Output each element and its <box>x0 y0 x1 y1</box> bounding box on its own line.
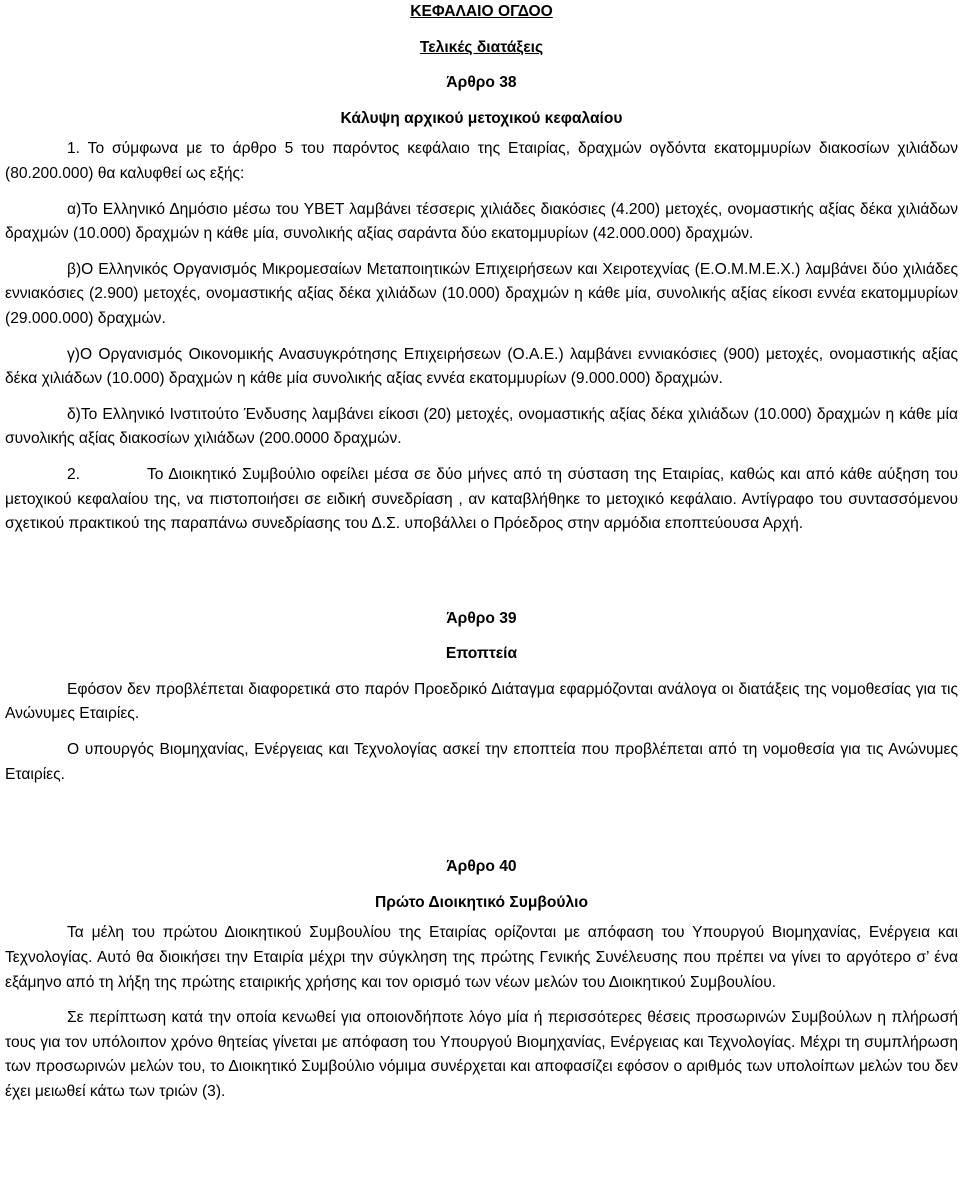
article-38-item-d: δ)Το Ελληνικό Ινστιτούτο Ένδυσης λαμβάνει είκοσι (20) μετοχές, ονομαστικής αξίας δέκα χιλιάδων (10.000) δραχμών η κάθε μία συνολικής αξίας διακοσίων χιλιάδων (200.0000 δραχμών. <box>5 405 958 448</box>
article-40-heading: Άρθρο 40 <box>446 858 517 876</box>
article-38-title: Κάλυψη αρχικού μετοχικού κεφαλαίου <box>340 109 623 127</box>
chapter-title: ΚΕΦΑΛΑΙΟ ΟΓΔΟΟ <box>410 3 553 20</box>
article-38-paragraph-1: 1. Το σύμφωνα με το άρθρο 5 του παρόντος κεφάλαιο της Εταιρίας, δραχμών ογδόντα εκατομμυρίων διακοσίων χιλιάδων (80.200.000) θα καλυφθεί ως εξής: <box>5 140 958 182</box>
article-39-paragraph-2: Ο υπουργός Βιομηχανίας, Ενέργειας και Τεχνολογίας ασκεί την εποπτεία που προβλέπεται από τη νομοθεσία για τις Ανώνυμες Εταιρίες. <box>5 741 958 783</box>
article-39-heading: Άρθρο 39 <box>446 609 517 627</box>
article-40-paragraph-1: Τα μέλη του πρώτου Διοικητικού Συμβουλίου της Εταιρίας ορίζονται με απόφαση του Υπουργού Βιομηχανίας, Ενέργεια και Τεχνολογίας. Αυτό θα διοικήσει την Εταιρία μέχρι την σύγκληση της πρώτης Γενικής Συνέλευσης που πρέπει να γίνει το αργότερο σ’ ένα εξάμηνο από τη λήξη της πρώτης εταιρικής χρήσης και τον ορισμό των νέων μελών του Διοικητικού Συμβουλίου. <box>5 924 958 991</box>
article-40-paragraph-2: Σε περίπτωση κατά την οποία κενωθεί για οποιονδήποτε λόγο μία ή περισσότερες θέσεις προσωρινών Συμβούλων η πλήρωσή τους για τον υπόλοιπον χρόνο θητείας γίνεται με απόφαση του Υπουργού Βιομηχανίας, Ενέργειας και Τεχνολογίας. Μέχρι τη συμπλήρωση των προσωρινών μελών του, το Διοικητικό Συμβούλιο νόμιμα συνέρχεται και αποφασίζει εφόσον ο αριθμός των υπολοίπων μελών του δεν έχει μειωθεί κάτω των τριών (3). <box>5 1009 958 1100</box>
article-38-item-c: γ)Ο Οργανισμός Οικονομικής Ανασυγκρότησης Επιχειρήσεων (Ο.Α.Ε.) λαμβάνει εννιακόσιες (900) μετοχές, ονομαστικής αξίας δέκα χιλιάδων (10.000) δραχμών η κάθε μία συνολικής αξίας εννέα εκατομμυρίων (9.000.000) δραχμών. <box>5 345 958 388</box>
article-40-title: Πρώτο Διοικητικό Συμβούλιο <box>374 893 589 911</box>
article-39-paragraph-1: Εφόσον δεν προβλέπεται διαφορετικά στο παρόν Προεδρικό Διάταγμα εφαρμόζονται ανάλογα οι διατάξεις της νομοθεσίας για τις Ανώνυμες Εταιρίες. <box>5 680 958 723</box>
article-39-title: Εποπτεία <box>445 645 518 663</box>
article-38-paragraph-2 <box>5 463 958 537</box>
chapter-subtitle: Τελικές διατάξεις <box>419 38 544 56</box>
article-38-item-a: α)Το Ελληνικό Δημόσιο μέσω του ΥΒΕΤ λαμβάνει τέσσερις χιλιάδες διακόσιες (4.200) μετοχές, ονομαστικής αξίας δέκα χιλιάδων δραχμών (10.000) δραχμών η κάθε μία, συνολικής αξίας σαράντα δύο εκατομμυρίων (42.000.000) δραχμών. <box>5 200 958 243</box>
article-38-item-b: β)Ο Ελληνικός Οργανισμός Μικρομεσαίων Μεταποιητικών Επιχειρήσεων και Χειροτεχνίας (Ε.Ο.Μ.Μ.Ε.Χ.) λαμβάνει δύο χιλιάδες εννιακόσιες (2.900) μετοχές, ονομαστικής αξίας δέκα χιλιάδων (10.000) δραχμών η κάθε μία, συνολικής αξίας είκοσι εννέα εκατομμυρίων (29.000.000) δραχμών. <box>5 260 958 327</box>
article-38-paragraph-2-text: Το Διοικητικό Συμβούλιο οφείλει μέσα σε δύο μήνες από τη σύσταση της Εταιρίας, καθώς και από κάθε αύξηση του μετοχικού κεφαλαίου της, να πιστοποιήσει σε ειδική συνεδρίαση , αν καταβλήθηκε το μετοχικό κεφάλαιο. Αντίγραφο του συντασσόμενου σχετικού πρακτικού της παραπάνω συνεδρίασης του Δ.Σ. υποβάλλει ο Πρόεδρος στην αρμόδια εποπτεύουσα Αρχή. <box>5 465 958 533</box>
article-38-paragraph-2-number: 2. <box>67 465 81 483</box>
article-38-heading: Άρθρο 38 <box>446 74 517 92</box>
